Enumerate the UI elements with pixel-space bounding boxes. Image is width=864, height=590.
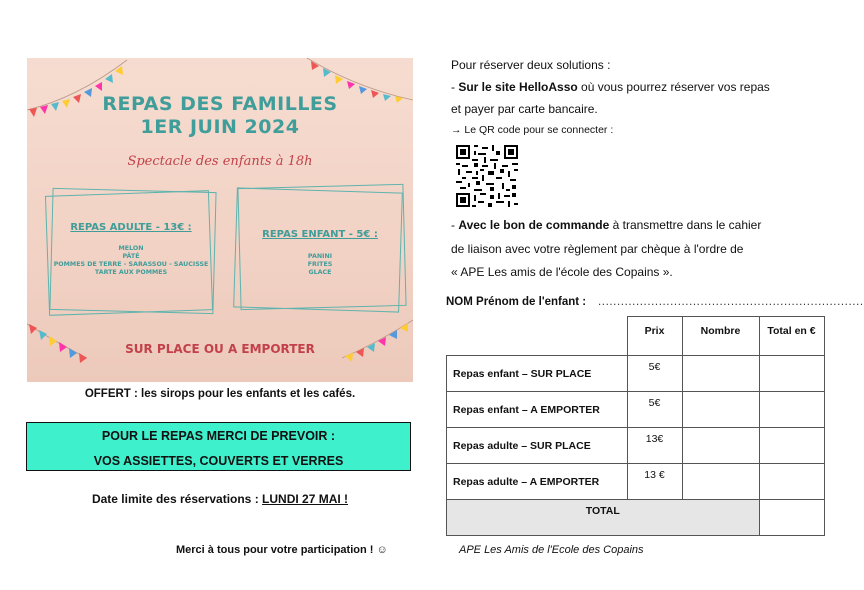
qr-code-icon[interactable] <box>456 145 518 207</box>
adult-menu-card <box>47 190 215 316</box>
event-poster <box>27 58 413 382</box>
menu-frame <box>237 184 406 310</box>
table-header-row <box>447 317 825 356</box>
row-price: 5€ <box>627 392 682 428</box>
offert-label: OFFERT <box>84 388 131 400</box>
row-label: Repas adulte – A EMPORTER <box>447 464 628 500</box>
row-label: Repas adulte – SUR PLACE <box>447 428 628 464</box>
thanks-message: Merci à tous pour votre participation ! ☺ <box>176 544 388 556</box>
menu-item: TARTE AUX POMMES <box>94 269 168 276</box>
poster-title-line1: REPAS DES FAMILLES <box>102 93 338 115</box>
menu-item: PANINI <box>307 253 333 260</box>
option1-line1: - Sur le site HelloAsso où vous pourrez réserver vos repas <box>451 80 770 94</box>
total-label: TOTAL <box>447 500 760 536</box>
notice-box <box>26 422 411 471</box>
signature: APE Les Amis de l'Ecole des Copains <box>459 544 644 556</box>
option1-line2: et payer par carte bancaire. <box>451 102 598 116</box>
child-name-label: NOM Prénom de l'enfant : <box>446 296 587 308</box>
row-quantity-cell[interactable] <box>682 392 759 428</box>
reservation-intro: Pour réserver deux solutions : <box>451 58 611 72</box>
option2-line2: de liaison avec votre règlement par chèque à l'ordre de <box>451 242 744 256</box>
row-quantity-cell[interactable] <box>682 356 759 392</box>
menu-item: FRITES <box>307 261 333 268</box>
header-nombre: Nombre <box>682 317 759 356</box>
table-row <box>447 428 825 464</box>
adult-menu-items <box>47 245 215 277</box>
table-total-row <box>447 500 825 536</box>
row-quantity-cell[interactable] <box>682 464 759 500</box>
offert-detail: : les sirops pour les enfants et les cafés. <box>130 388 356 400</box>
row-label: Repas enfant – SUR PLACE <box>447 356 628 392</box>
table-row <box>447 392 825 428</box>
child-name-field[interactable]: ...................................................................... <box>598 296 864 308</box>
poster-subtitle: Spectacle des enfants à 18h <box>127 154 313 169</box>
menu-item: PÂTÉ <box>122 253 140 260</box>
row-total-cell[interactable] <box>759 392 824 428</box>
notice-line2: VOS ASSIETTES, COUVERTS ET VERRES <box>93 454 344 468</box>
header-total: Total en € <box>759 317 824 356</box>
option2-line1: - Avec le bon de commande à transmettre dans le cahier <box>451 218 762 232</box>
row-price: 13€ <box>627 428 682 464</box>
row-total-cell[interactable] <box>759 356 824 392</box>
menu-item: GLACE <box>308 269 332 276</box>
row-total-cell[interactable] <box>759 464 824 500</box>
menu-item: MELON <box>118 245 144 252</box>
notice-line1: POUR LE REPAS MERCI DE PREVOIR : <box>101 429 336 443</box>
option1-rest: où vous pourrez réserver vos repas <box>577 80 770 94</box>
option1-bold: Sur le site HelloAsso <box>458 80 578 94</box>
child-menu-items <box>235 253 405 277</box>
table-header-empty <box>447 317 628 356</box>
deadline-label: Date limite des réservations : <box>91 492 263 506</box>
grand-total-cell[interactable] <box>759 500 824 536</box>
poster-title-line2: 1ER JUIN 2024 <box>140 116 300 138</box>
header-prix: Prix <box>627 317 682 356</box>
deadline-date: LUNDI 27 MAI ! <box>262 492 349 506</box>
offert-text <box>27 388 413 400</box>
order-form-table <box>446 316 825 536</box>
table-row <box>447 464 825 500</box>
row-price: 13 € <box>627 464 682 500</box>
row-total-cell[interactable] <box>759 428 824 464</box>
option2-bold: Avec le bon de commande <box>458 218 610 232</box>
row-label: Repas enfant – A EMPORTER <box>447 392 628 428</box>
option2-rest: à transmettre dans le cahier <box>609 218 762 232</box>
table-row <box>447 356 825 392</box>
deadline <box>27 492 413 506</box>
child-menu-card <box>235 186 405 312</box>
poster-footer: SUR PLACE OU A EMPORTER <box>125 342 315 356</box>
qr-note: → Le QR code pour se connecter : <box>451 124 614 136</box>
row-price: 5€ <box>627 356 682 392</box>
child-menu-title: REPAS ENFANT - 5€ : <box>262 229 378 240</box>
adult-menu-title: REPAS ADULTE - 13€ : <box>70 222 192 233</box>
row-quantity-cell[interactable] <box>682 428 759 464</box>
option2-line3: « APE Les amis de l'école des Copains ». <box>451 265 673 279</box>
menu-item: POMMES DE TERRE - SARASSOU - SAUCISSE <box>53 261 209 268</box>
